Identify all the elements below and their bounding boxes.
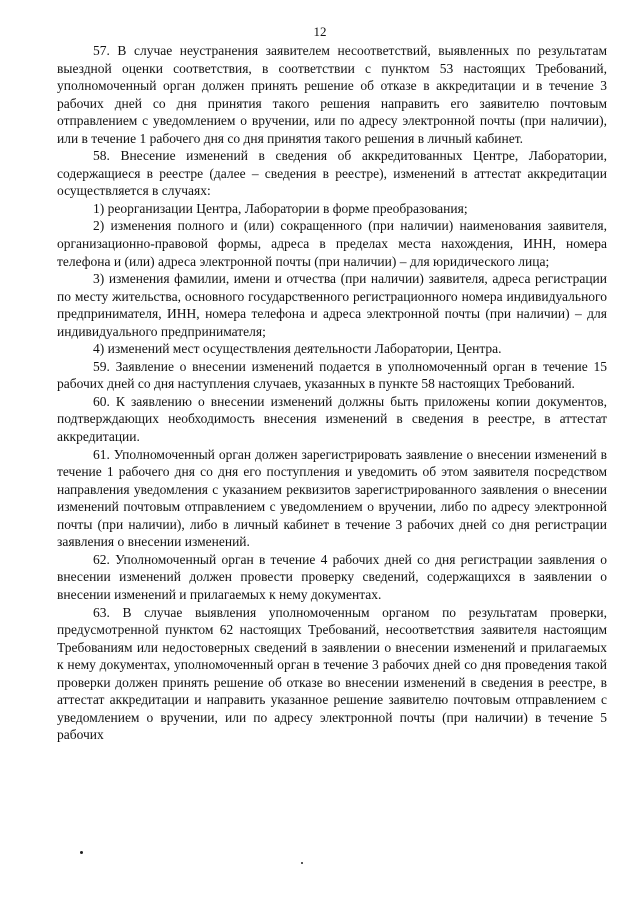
scan-speck [301, 862, 303, 864]
list-item-58-3: 3) изменения фамилии, имени и отчества (при наличии) заявителя, адреса регистрации по месту жительства, основного государственного регистрационного номера индивидуального предпринимателя, ИНН, номера телефона и адреса электронной почты (при наличии) – для индивидуального предпринимателя; [57, 271, 607, 339]
list-item-58-1: 1) реорганизации Центра, Лаборатории в форме преобразования; [93, 200, 468, 216]
page-number: 12 [313, 24, 327, 39]
paragraph-63: 63. В случае выявления уполномоченным органом по результатам проверки, предусмотренной пунктом 62 настоящих Требований, несоответствия заявителя настоящим Требованиям или недостоверных сведений в заявлении о внесении изменений и прилагаемых к нему документах, уполномоченный орган в течение 3 рабочих дней со дня проведения такой проверки должен принять решение об отказе во внесении изменений в сведения в реестре, в аттестат аккредитации и направить указанное решение заявителю почтовым отправлением с уведомлением о вручении, или по адресу электронной почты (при наличии) в течение 5 рабочих [57, 604, 607, 743]
paragraph-57: 57. В случае неустранения заявителем несоответствий, выявленных по результатам выездной оценки соответствия, в соответствии с пунктом 53 настоящих Требований, уполномоченный орган должен принять решение об отказе в аккредитации и в течение 3 рабочих дней со дня принятия такого решения направить его заявителю почтовым отправлением с уведомлением о вручении, или по адресу электронной почты (при наличии), или в течение 1 рабочего дня со дня принятия такого решения в личный кабинет. [57, 43, 607, 146]
paragraph-59: 59. Заявление о внесении изменений подается в уполномоченный орган в течение 15 рабочих дней со дня наступления случаев, указанных в пункте 58 настоящих Требований. [57, 358, 607, 392]
paragraph-60: 60. К заявлению о внесении изменений должны быть приложены копии документов, подтверждающих необходимость внесения изменений в сведения в реестре, в аттестат аккредитации. [57, 393, 607, 445]
paragraph-62: 62. Уполномоченный орган в течение 4 рабочих дней со дня регистрации заявления о внесении изменений должен провести проверку сведений, содержащихся в заявлении о внесении изменений и прилагаемых к нему документах. [57, 551, 607, 602]
list-item-58-2: 2) изменения полного и (или) сокращенного (при наличии) наименования заявителя, организационно-правовой формы, адреса в пределах места нахождения, ИНН, номера телефона и (или) адреса электронной почты (при наличии) – для юридического лица; [57, 218, 607, 269]
scan-speck [80, 851, 83, 854]
list-item-58-4: 4) изменений мест осуществления деятельности Лаборатории, Центра. [93, 341, 502, 357]
paragraph-58: 58. Внесение изменений в сведения об аккредитованных Центре, Лаборатории, содержащиеся в реестре (далее – сведения в реестре), изменений в аттестат аккредитации осуществляется в случаях: [57, 148, 607, 199]
paragraph-61: 61. Уполномоченный орган должен зарегистрировать заявление о внесении изменений в течение 1 рабочего дня со дня его поступления и уведомить об этом заявителя посредством направления уведомления с указанием реквизитов зарегистрированного заявления о внесении изменений почтовым отправлением с уведомлением о вручении, либо по адресу электронной почты (при наличии), либо в личный кабинет в течение 3 рабочих дней со дня регистрации заявления о внесении изменений. [57, 446, 607, 550]
document-body [57, 42, 607, 744]
